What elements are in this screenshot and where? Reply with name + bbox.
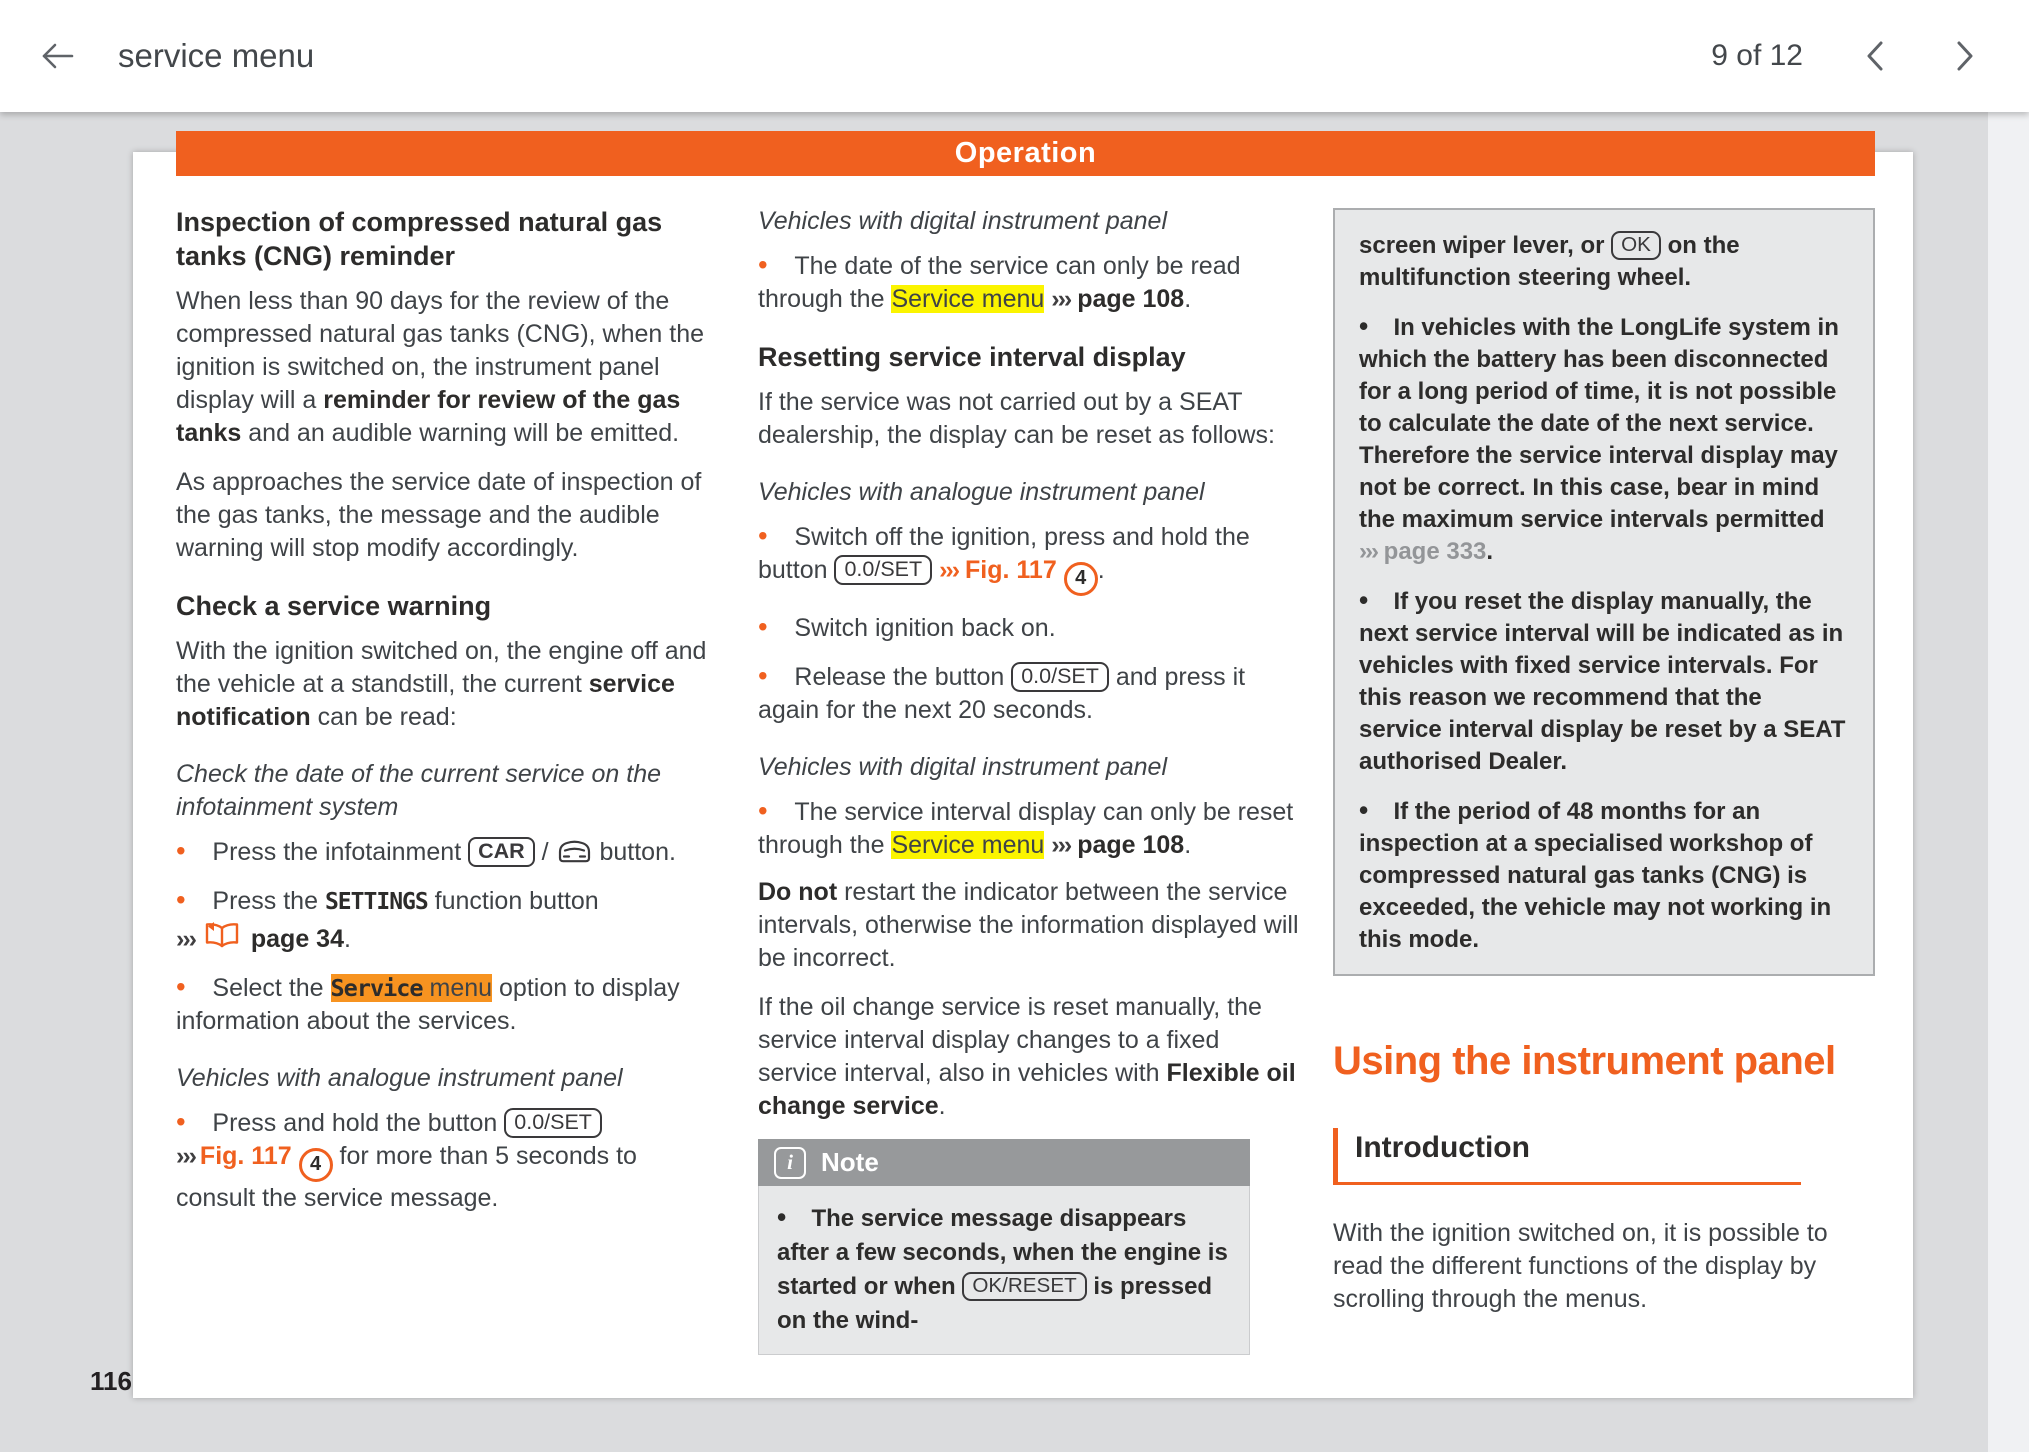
bullet-dot: • <box>758 660 782 691</box>
text-segment <box>244 925 251 953</box>
bullet-item <box>176 1105 721 1215</box>
bold-text: The service message disappears after a few seconds, when the engine is started or when <box>777 1205 1228 1300</box>
bullet-item <box>758 519 1303 596</box>
text-segment: Switch ignition back on. <box>794 614 1056 642</box>
text-segment: With the ignition switched on, the engine off and the vehicle at a standstill, the current <box>176 637 707 698</box>
bullet-dot: • <box>1359 311 1382 341</box>
search-highlight-yellow: Service menu <box>891 831 1045 859</box>
text-segment: Switch off the ignition, press and hold the button <box>758 523 1250 584</box>
note-title: Note <box>821 1147 879 1177</box>
keycap-button: OK <box>1611 231 1661 260</box>
text-segment: . <box>1184 831 1192 859</box>
bullet-dot: • <box>176 971 200 1002</box>
cross-reference-chevrons: ››› <box>1051 285 1071 313</box>
back-button[interactable] <box>38 38 78 74</box>
paragraph <box>176 285 721 450</box>
cross-reference-chevrons: ››› <box>1359 538 1377 565</box>
keycap-button: 0.0/SET <box>834 555 932 585</box>
text-segment: Press and hold the button <box>212 1109 505 1137</box>
bold-text: If you reset the display manually, the next service interval will be indicated as in vehicles with fixed service intervals. For this reason we recommend that the service interval display be reset by a SEAT authorised Dealer. <box>1359 588 1846 775</box>
column-left <box>176 205 721 1229</box>
previous-page-button[interactable] <box>1863 38 1887 74</box>
bullet-dot: • <box>1359 585 1382 615</box>
cross-reference-chevrons: ››› <box>176 1142 200 1170</box>
subsection-heading: Resetting service interval display <box>758 342 1186 372</box>
text-segment: and an audible warning will be emitted. <box>241 419 680 447</box>
section-banner: Operation <box>176 131 1875 176</box>
text-segment <box>1377 538 1384 565</box>
text-segment <box>958 556 965 584</box>
car-icon <box>556 837 593 864</box>
bold-text: is pressed on the wind- <box>777 1273 1213 1334</box>
text-segment: The service interval display can only be reset through the <box>758 798 1294 859</box>
bullet-item <box>758 659 1303 727</box>
button-label-text: SETTINGS <box>324 889 428 915</box>
page-number: 116 <box>90 1366 132 1396</box>
bold-text: service notification <box>176 670 675 731</box>
subsection-heading: Inspection of compressed natural gas tanks (CNG) reminder <box>176 207 663 271</box>
bullet-item <box>758 610 1303 645</box>
bold-text: page 108 <box>1077 831 1185 859</box>
italic-subheading: Vehicles with digital instrument panel <box>758 753 1168 781</box>
scrollbar-track[interactable] <box>1988 112 2029 1452</box>
italic-subheading: Check the date of the current service on the infotainment system <box>176 760 661 821</box>
search-highlight-yellow: Service menu <box>891 285 1045 313</box>
page-indicator: 9 of 12 <box>1711 39 1803 72</box>
circled-number: 4 <box>1064 562 1098 596</box>
search-highlight-active: menu <box>422 974 493 1002</box>
bullet-item <box>176 970 721 1038</box>
subsection-heading: Check a service warning <box>176 591 492 621</box>
bullet-dot: • <box>758 520 782 551</box>
bullet-dot: • <box>758 795 782 826</box>
bullet-dot: • <box>1359 795 1382 825</box>
search-highlight-active: Service <box>330 974 423 1002</box>
text-segment: Select the <box>212 974 331 1002</box>
text-segment: With the ignition switched on, it is possible to read the different functions of the display by scrolling through the menus. <box>1333 1219 1828 1313</box>
text-segment: . <box>1097 556 1105 584</box>
bullet-item <box>176 883 721 956</box>
text-segment: option to display information about the services. <box>176 974 680 1035</box>
viewer-header <box>0 0 2029 112</box>
note-body <box>758 1186 1250 1355</box>
column-right <box>1333 205 1878 1332</box>
cross-reference-chevrons: ››› <box>1051 831 1071 859</box>
bold-text: page 108 <box>1077 285 1185 313</box>
bold-text: screen wiper lever, or <box>1359 232 1612 259</box>
text-segment: / <box>534 838 556 866</box>
section-heading: Introduction <box>1333 1128 1801 1185</box>
document-title: service menu <box>118 37 315 74</box>
text-segment: . <box>938 1092 946 1120</box>
text-segment: restart the indicator between the service intervals, otherwise the information displayed will be incorrect. <box>758 878 1299 972</box>
bullet-item <box>777 1200 1231 1338</box>
note-header <box>758 1139 1250 1186</box>
bullet-dot: • <box>758 249 782 280</box>
paragraph <box>758 876 1303 975</box>
cross-reference-chevrons: ››› <box>939 556 959 584</box>
text-segment: function button <box>427 887 599 915</box>
bold-text: If the period of 48 months for an inspection at a specialised workshop of compressed natural gas tanks (CNG) is exceeded, the vehicle may not working in this mode. <box>1359 798 1832 953</box>
bullet-dot: • <box>176 835 200 866</box>
figure-link[interactable]: Fig. 117 <box>199 1142 292 1170</box>
paragraph <box>176 635 721 734</box>
circled-number: 4 <box>299 1148 333 1182</box>
bold-text: on the multifunction steering wheel. <box>1359 232 1740 291</box>
italic-subheading: Vehicles with digital instrument panel <box>758 207 1168 235</box>
info-icon: i <box>774 1147 806 1179</box>
text-segment: When less than 90 days for the review of the compressed natural gas tanks (CNG), when the ignition is switched on, the instrument panel display will a <box>176 287 705 414</box>
text-segment: for more than 5 seconds to consult the service message. <box>176 1142 637 1212</box>
text-segment: The date of the service can only be read through the <box>758 252 1241 313</box>
bullet-item <box>758 248 1303 316</box>
bullet-item <box>1359 310 1849 568</box>
bullet-item <box>1359 794 1849 956</box>
next-page-button[interactable] <box>1953 38 1977 74</box>
cross-reference-chevrons: ››› <box>176 925 200 953</box>
italic-subheading: Vehicles with analogue instrument panel <box>176 1064 623 1092</box>
italic-subheading: Vehicles with analogue instrument panel <box>758 478 1205 506</box>
bullet-dot: • <box>758 611 782 642</box>
text-segment <box>292 1142 299 1170</box>
paragraph <box>758 991 1303 1123</box>
bold-text: In vehicles with the LongLife system in which the battery has been disconnected for a long period of time, it is not possible to calculate the date of the next service. Therefore the service interval display may not be correct. In this case, bear in mind the maximum service intervals permitted <box>1359 314 1839 533</box>
back-arrow-icon <box>38 38 78 74</box>
text-segment: Press the <box>212 887 325 915</box>
paragraph <box>758 386 1303 452</box>
bold-text: Do not <box>758 878 838 906</box>
text-segment: Release the button <box>794 663 1012 691</box>
keycap-button: CAR <box>468 837 535 867</box>
page-navigation <box>1863 38 1977 74</box>
note-continuation-box <box>1333 208 1875 976</box>
bullet-dot: • <box>176 884 200 915</box>
figure-link[interactable]: Fig. 117 <box>965 556 1057 584</box>
paragraph <box>176 466 721 565</box>
text-segment: button. <box>592 838 676 866</box>
page-link[interactable]: page 333 <box>1383 538 1487 565</box>
bold-text: Flexible oil change service <box>758 1059 1296 1120</box>
bold-text: reminder for review of the gas tanks <box>176 386 681 447</box>
text-segment <box>1057 556 1064 584</box>
paragraph <box>1359 230 1849 294</box>
keycap-button: OK/RESET <box>962 1272 1086 1301</box>
keycap-button: 0.0/SET <box>1011 662 1109 692</box>
chevron-left-icon <box>1863 38 1887 74</box>
text-segment: can be read: <box>310 703 457 731</box>
bullet-dot: • <box>777 1202 800 1232</box>
text-segment: . <box>1184 285 1192 313</box>
bullet-item <box>758 794 1303 862</box>
text-segment: . <box>343 925 351 953</box>
bullet-item <box>176 834 721 869</box>
bullet-item <box>1359 584 1849 778</box>
text-segment: If the oil change service is reset manually, the service interval display changes to a fixed service interval, also in vehicles with <box>758 993 1262 1087</box>
bold-text: page 34 <box>250 925 344 953</box>
bullet-dot: • <box>176 1106 200 1137</box>
paragraph <box>1333 1217 1878 1316</box>
bold-text: . <box>1486 538 1494 565</box>
text-segment: As approaches the service date of inspection of the gas tanks, the message and the audible warning will stop modify accordingly. <box>176 468 702 562</box>
chapter-heading: Using the instrument panel <box>1333 1039 1836 1083</box>
column-middle <box>758 205 1303 1355</box>
text-segment: and press it again for the next 20 seconds. <box>758 663 1246 724</box>
keycap-button: 0.0/SET <box>504 1108 602 1138</box>
text-segment: Press the infotainment <box>212 838 469 866</box>
text-segment: If the service was not carried out by a SEAT dealership, the display can be reset as follows: <box>758 388 1275 449</box>
chevron-right-icon <box>1953 38 1977 74</box>
open-book-icon <box>200 919 244 951</box>
note-box <box>758 1139 1250 1355</box>
